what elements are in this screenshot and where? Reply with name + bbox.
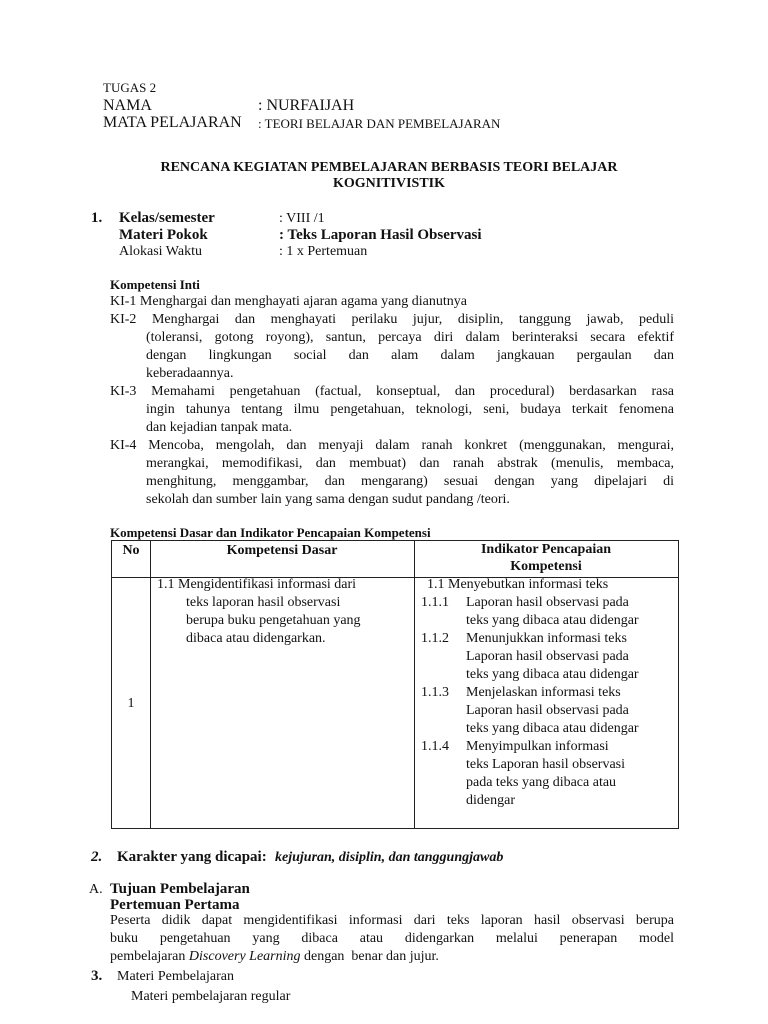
- subject-value: : TEORI BELAJAR DAN PEMBELAJARAN: [258, 116, 501, 131]
- character-label: Karakter yang dicapai:: [117, 849, 267, 865]
- character-value: kejujuran, disiplin, dan tanggungjawab: [275, 850, 504, 865]
- kd-text-line: berupa buku pengetahuan yang: [186, 613, 361, 628]
- topic-label: Materi Pokok: [119, 227, 208, 243]
- indicator-line: Menjelaskan informasi teks: [466, 685, 621, 700]
- indicator-line: Menyimpulkan informasi: [466, 739, 609, 754]
- ki-line: merangkai, memodifikasi, dan membuat) dan ranah abstrak (menulis, membaca,: [146, 456, 674, 471]
- class-semester-label: Kelas/semester: [119, 210, 215, 226]
- indicator-line: Menunjukkan informasi teks: [466, 631, 627, 646]
- objective-line: buku pengetahuan yang dibaca atau didengarkan melalui penerapan model: [110, 931, 674, 946]
- indicator-number: 1.1.3: [421, 685, 449, 700]
- indicator-line: teks Laporan hasil observasi: [466, 757, 626, 772]
- kd-table-heading: Kompetensi Dasar dan Indikator Pencapaian Kompetensi: [110, 525, 431, 540]
- indicator-line: teks yang dibaca atau didengar: [466, 721, 639, 736]
- indicator-number: 1.1.1: [421, 595, 449, 610]
- materials-sub: Materi pembelajaran regular: [131, 989, 291, 1004]
- assignment-label: TUGAS 2: [103, 80, 157, 95]
- time-allocation-value: : 1 x Pertemuan: [279, 244, 368, 259]
- ipk-head: 1.1 Menyebutkan informasi teks: [427, 577, 609, 592]
- table-header-kd: Kompetensi Dasar: [226, 543, 338, 558]
- ki-line: keberadaannya.: [146, 366, 234, 381]
- ki-line: KI-1 Menghargai dan menghayati ajaran agama yang dianutnya: [110, 294, 467, 309]
- objectives-heading: Tujuan Pembelajaran: [110, 881, 250, 897]
- ki-line: KI-3 Memahami pengetahuan (factual, konseptual, dan procedural) berdasarkan rasa: [110, 384, 674, 399]
- ki-line: (toleransi, gotong royong), santun, percaya diri dalam berinteraksi secara efektif: [146, 330, 674, 345]
- ki-line: dengan lingkungan social dan alam dalam jangkauan pergaulan dan: [146, 348, 674, 363]
- table-row-number: 1: [127, 696, 135, 711]
- ki-line: ingin tahunya tentang ilmu pengetahuan, teknologi, seni, budaya terkait fenomena: [146, 402, 674, 417]
- indicator-line: didengar: [466, 793, 515, 808]
- indicator-line: pada teks yang dibaca atau: [466, 775, 617, 790]
- indicator-number: 1.1.2: [421, 631, 449, 646]
- section-a-letter: A.: [89, 882, 103, 897]
- document-title-line2: KOGNITIVISTIK: [332, 176, 446, 191]
- objective-line: pembelajaran Discovery Learning dengan benar dan jujur.: [110, 949, 439, 964]
- ki-line: sekolah dan sumber lain yang sama dengan sudut pandang /teori.: [146, 492, 510, 507]
- core-competence-heading: Kompetensi Inti: [110, 277, 200, 292]
- indicator-line: teks yang dibaca atau didengar: [466, 667, 639, 682]
- section-3-number: 3.: [91, 968, 103, 984]
- kd-text-line: 1.1 Mengidentifikasi informasi dari: [157, 577, 357, 592]
- document-title-line1: RENCANA KEGIATAN PEMBELAJARAN BERBASIS TEORI BELAJAR: [160, 160, 618, 175]
- ki-line: menghitung, menggambar, dan mengarang) sesuai dengan yang dipelajari di: [146, 474, 674, 489]
- kd-text-line: teks laporan hasil observasi: [186, 595, 341, 610]
- ki-line: KI-4 Mencoba, mengolah, dan menyaji dalam ranah konkret (menggunakan, mengurai,: [110, 438, 674, 453]
- ki-line: KI-2 Menghargai dan menghayati perilaku jujur, disiplin, tanggung jawab, peduli: [110, 312, 674, 327]
- indicator-line: teks yang dibaca atau didengar: [466, 613, 639, 628]
- time-allocation-label: Alokasi Waktu: [119, 244, 202, 259]
- table-header-ipk-line2: Kompetensi: [510, 559, 582, 574]
- ki-line: dan kejadian tanpak mata.: [146, 420, 293, 435]
- indicator-number: 1.1.4: [421, 739, 449, 754]
- indicator-line: Laporan hasil observasi pada: [466, 649, 629, 664]
- table-header-no: No: [122, 543, 140, 558]
- table-header-ipk-line1: Indikator Pencapaian: [480, 542, 612, 557]
- topic-value: : Teks Laporan Hasil Observasi: [279, 227, 482, 243]
- class-semester-value: : VIII /1: [279, 211, 325, 226]
- section-1-number: 1.: [91, 210, 103, 226]
- name-value: : NURFAIJAH: [258, 97, 355, 114]
- kd-text-line: dibaca atau didengarkan.: [186, 631, 326, 646]
- materials-heading: Materi Pembelajaran: [117, 969, 235, 984]
- first-meeting-heading: Pertemuan Pertama: [110, 897, 240, 913]
- subject-label: MATA PELAJARAN: [103, 114, 242, 131]
- name-label: NAMA: [103, 97, 152, 114]
- indicator-line: Laporan hasil observasi pada: [466, 595, 629, 610]
- objective-line: Peserta didik dapat mengidentifikasi informasi dari teks laporan hasil observasi berupa: [110, 913, 674, 928]
- section-2-number: 2.: [91, 849, 103, 865]
- indicator-line: Laporan hasil observasi pada: [466, 703, 629, 718]
